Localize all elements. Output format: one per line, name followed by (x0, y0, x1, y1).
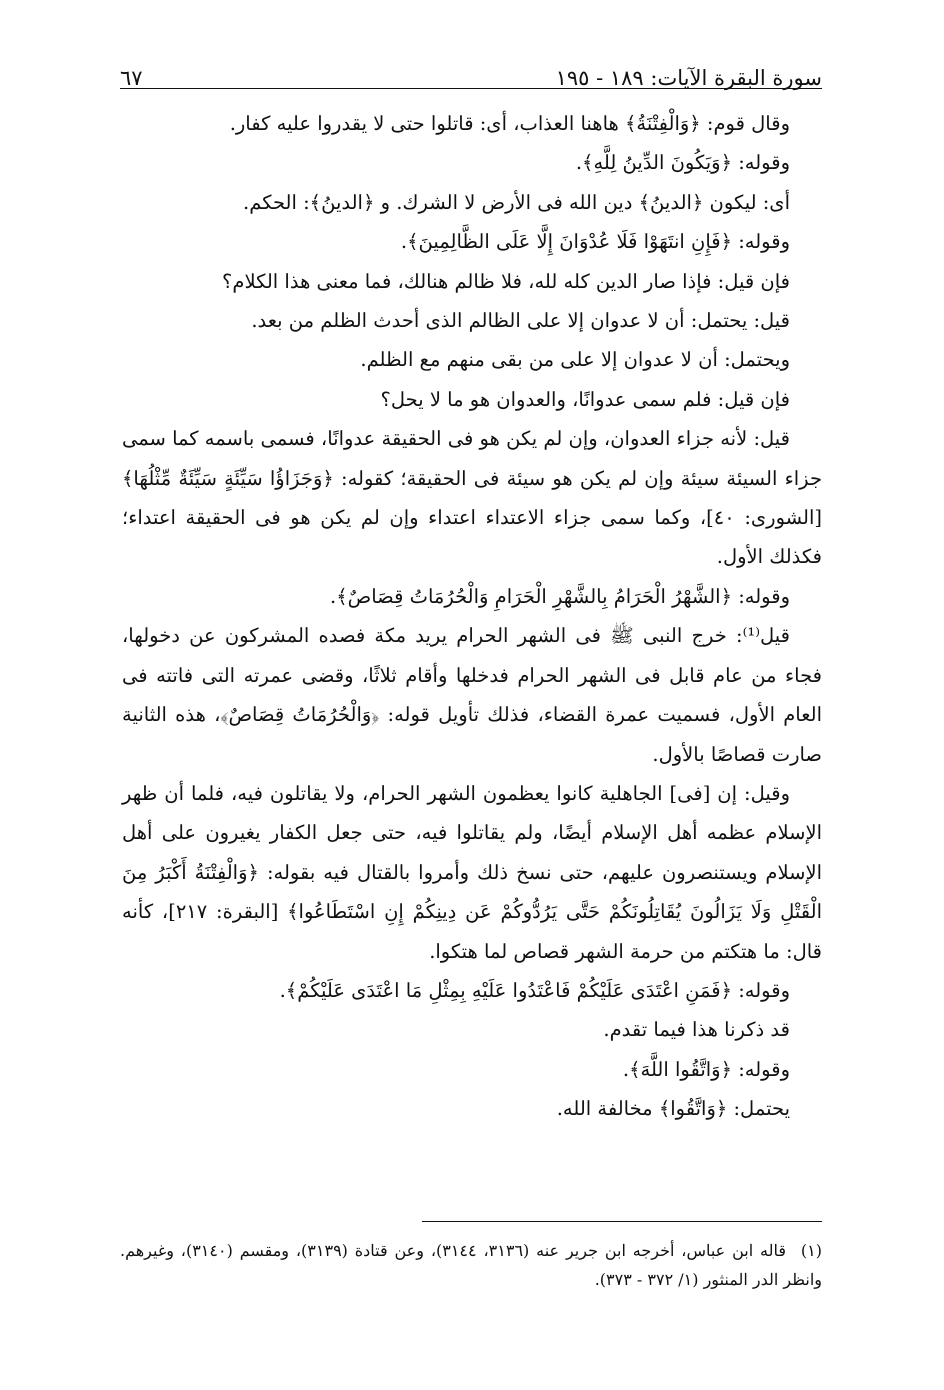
paragraph-12: وقيل: إن [فى] الجاهلية كانوا يعظمون الشهر الحرام، ولا يقاتلون فيه، فلما أن ظهر الإسلام عظمه أهل الإسلام أيضًا، ولم يقاتلوا فيه، حتى جعل الكفار يغيرون على أهل الإسلام ويستنصرون عليهم، حتى نسخ ذلك وأمروا بالقتال فيه بقوله: ﴿وَالْفِتْنَةُ أَكْبَرُ مِنَ الْقَتْلِ وَلَا يَزَالُونَ يُقَاتِلُونَكُمْ حَتَّى يَرُدُّوكُمْ عَن دِينِكُمْ إِنِ اسْتَطَاعُوا﴾ [البقرة: ٢١٧]، كأنه قال: ما هتكتم من حرمة الشهر قصاص لما هتكوا. (122, 781, 822, 963)
paragraph-5: فإن قيل: فإذا صار الدين كله لله، فلا ظالم هنالك، فما معنى هذا الكلام؟ (222, 269, 790, 293)
paragraph-16: يحتمل: ﴿وَاتَّقُوا﴾ مخالفة الله. (556, 1097, 790, 1121)
footnote-number: (١) (800, 1241, 822, 1260)
paragraph-3: أى: ليكون ﴿الدينُ﴾ دين الله فى الأرض لا الشرك. و ﴿الدينُ﴾: الحكم. (243, 190, 790, 214)
footnote-text: قاله ابن عباس، أخرجه ابن جرير عنه (٣١٣٦، ٣١٤٤)، وعن قتادة (٣١٣٩)، ومقسم (٣١٤٠)، وغيرهم. وانظر الدر المنثور (١/ ٣٧٢ - ٣٧٣). (120, 1241, 822, 1289)
paragraph-13: وقوله: ﴿فَمَنِ اعْتَدَى عَلَيْكُمْ فَاعْتَدُوا عَلَيْهِ بِمِثْلِ مَا اعْتَدَى عَلَيْكُمْ﴾. (279, 978, 790, 1002)
paragraph-8: فإن قيل: فلم سمى عدوانًا، والعدوان هو ما لا يحل؟ (380, 387, 790, 411)
paragraph-14: قد ذكرنا هذا فيما تقدم. (603, 1018, 790, 1042)
paragraph-9: قيل: لأنه جزاء العدوان، وإن لم يكن هو فى الحقيقة عدوانًا، فسمى باسمه كما سمى جزاء السيئة سيئة وإن لم يكن هو سيئة فى الحقيقة؛ كقوله: ﴿وَجَزَاؤُا سَيِّئَةٍ سَيِّئَةٌ مِّثْلُهَا﴾ [الشورى: ٤٠]، وكما سمى جزاء الاعتداء اعتداء وإن لم يكن هو فى الحقيقة اعتداء؛ فكذلك الأول. (122, 427, 823, 569)
footnotes (120, 1236, 822, 1294)
paragraph-10: وقوله: ﴿الشَّهْرُ الْحَرَامُ بِالشَّهْرِ الْحَرَامِ وَالْحُرُمَاتُ قِصَاصٌ﴾. (330, 584, 790, 608)
paragraph-6: قيل: يحتمل: أن لا عدوان إلا على الظالم الذى أحدث الظلم من بعد. (251, 309, 790, 333)
paragraph-7: ويحتمل: أن لا عدوان إلا على من بقى منهم مع الظلم. (360, 348, 790, 372)
main-text (122, 104, 822, 1129)
running-header (120, 46, 822, 90)
paragraph-2: وقوله: ﴿وَيَكُونَ الدِّينُ لِلَّهِ﴾. (575, 151, 790, 175)
paragraph-1: وقال قوم: ﴿وَالْفِتْنَةُ﴾ هاهنا العذاب، أى: قاتلوا حتى لا يقدروا عليه كفار. (229, 112, 790, 135)
chapter-title: سورة البقرة الآيات: ١٨٩ - ١٩٥ (555, 66, 822, 90)
header-rule (120, 88, 822, 89)
page-number: ٦٧ (120, 66, 143, 90)
paragraph-11: قيل⁽¹⁾: خرج النبى ﷺ فى الشهر الحرام يريد مكة فصده المشركون عن دخولها، فجاء من عام قابل فى الشهر الحرام فدخلها وأقام ثلاثًا، وقضى عمرته التى فاتته فى العام الأول، فسميت عمرة القضاء، فذلك تأويل قوله: ﴿وَالْحُرُمَاتُ قِصَاصٌ﴾، هذه الثانية صارت قصاصًا بالأول. (122, 624, 822, 766)
footnote-1 (120, 1236, 822, 1294)
paragraph-15: وقوله: ﴿وَاتَّقُوا اللَّهَ﴾. (622, 1057, 790, 1081)
paragraph-4: وقوله: ﴿فَإِنِ انتَهَوْا فَلَا عُدْوَانَ إِلَّا عَلَى الظَّالِمِينَ﴾. (400, 230, 790, 254)
footnote-separator (422, 1221, 822, 1222)
